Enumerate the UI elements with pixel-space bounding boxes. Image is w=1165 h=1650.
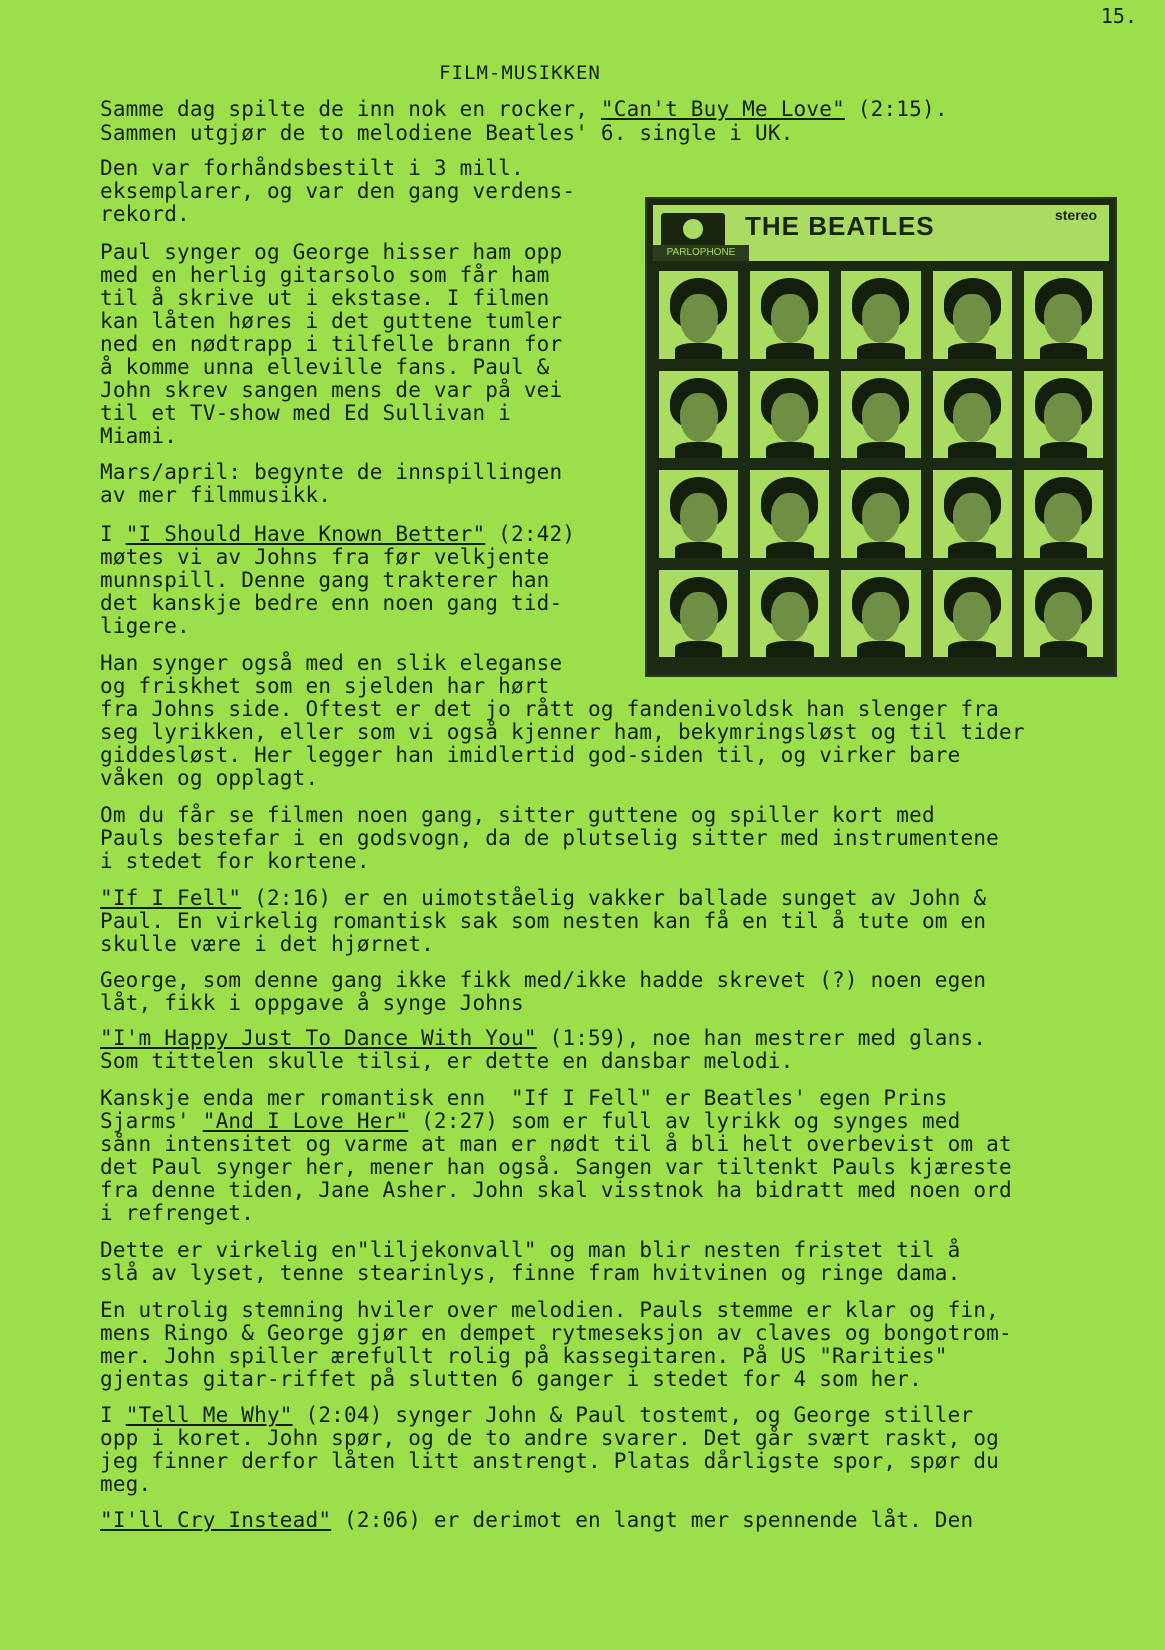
paragraph-14-line-1: I "Tell Me Why" (2:04) synger John & Paul tostemt, og George stiller [100,1403,974,1427]
portrait-photo [750,371,829,459]
album-stereo: stereo [1054,207,1097,223]
album-photo-grid [659,271,1103,657]
portrait-photo [841,570,920,658]
paragraph-14: opp i koret. John spør, og de to andre svarer. Det går svært raskt, og jeg finner derfor låten litt anstrengt. Platas dårligste spor, spør du meg. [100,1426,1000,1496]
song-title: "Can't Buy Me Love" [600,97,845,121]
paragraph-15: "I'll Cry Instead" (2:06) er derimot en langt mer spennende låt. Den [100,1508,974,1532]
portrait-photo [933,271,1012,359]
portrait-photo [750,570,829,658]
portrait-photo [659,271,738,359]
parlophone-logo [661,213,725,247]
paragraph-6: Han synger også med en slik eleganse og friskhet som en sjelden har hørt fra Johns side. Oftest er det jo rått og fandenivoldsk han slenger fra seg lyrikken, eller som vi også kjenner ham, bekymringsløst og til tider giddesløst. Her legger han imidlertid god-siden til, og virker bare våken og opplagt. [100,651,1025,790]
album-header [653,205,1109,261]
song-title: "I Should Have Known Better" [125,522,486,546]
album-title: THE BEATLES [745,211,935,241]
portrait-photo [841,271,920,359]
album-cover-image [645,197,1117,677]
page-title: FILM-MUSIKKEN [439,62,601,84]
paragraph-12: Dette er virkelig en"liljekonvall" og man blir nesten fristet til å slå av lyset, tenne stearinlys, finne fram hvitvinen og ringe dama. [100,1238,961,1285]
paragraph-1-line-2: Sammen utgjør de to melodiene Beatles' 6. single i UK. [100,121,794,145]
paragraph-11: sånn intensitet og varme at man er nødt til å bli helt overbevist om at det Paul synger her, mener han også. Sangen var tiltenkt Pauls kjæreste fra denne tiden, Jane Asher. John skal visstnok ha bidratt med noen ord i refrenget. [100,1132,1012,1225]
paragraph-13: En utrolig stemning hviler over melodien. Pauls stemme er klar og fin, mens Ringo & George gjør en dempet rytmeseksjon av claves og bongotrom- mer. John spiller ærefullt rolig på kassegitaren. På US "Rarities" gjentas gitar-riffet på slutten 6 ganger i stedet for 4 som her. [100,1298,1012,1391]
paragraph-8: Paul. En virkelig romantisk sak som nesten kan få en til å tute om en skulle være i det hjørnet. [100,909,987,956]
paragraph-1-line-1: Samme dag spilte de inn nok en rocker, "Can't Buy Me Love" (2:15). [100,97,948,121]
paragraph-3: Paul synger og George hisser ham opp med en herlig gitarsolo som får ham til å skrive ut i ekstase. I filmen kan låten høres i det guttene tumler ned en nødtrapp i tilfelle brann for å komme unna elleville fans. Paul & John skrev sangen mens de var på vei til et TV-show med Ed Sullivan i Miami. [100,240,563,448]
paragraph-4: Mars/april: begynte de innspillingen av mer filmmusikk. [100,460,563,507]
page-number: 15. [1100,4,1137,28]
paragraph-5-line-1: I "I Should Have Known Better" (2:42) [100,522,576,546]
portrait-photo [841,470,920,558]
paragraph-10: Som tittelen skulle tilsi, er dette en dansbar melodi. [100,1049,794,1073]
paragraph-8-line-1: "If I Fell" (2:16) er en uimotståelig vakker ballade sunget av John & [100,886,987,910]
paragraph-10-line-1: "I'm Happy Just To Dance With You" (1:59), noe han mestrer med glans. [100,1026,987,1050]
song-title: "And I Love Her" [202,1109,409,1133]
portrait-photo [1024,271,1103,359]
paragraph-11-line-2: Sjarms' "And I Love Her" (2:27) som er full av lyrikk og synges med [100,1109,961,1133]
portrait-photo [933,371,1012,459]
song-title: "I'll Cry Instead" [100,1508,332,1532]
paragraph-11-line-1: Kanskje enda mer romantisk enn "If I Fell" er Beatles' egen Prins [100,1086,948,1110]
portrait-photo [1024,371,1103,459]
song-title: "Tell Me Why" [125,1403,293,1427]
portrait-photo [750,470,829,558]
album-label: PARLOPHONE [653,245,749,261]
portrait-photo [659,371,738,459]
portrait-photo [1024,570,1103,658]
song-title: "I'm Happy Just To Dance With You" [100,1026,537,1050]
paragraph-2: Den var forhåndsbestilt i 3 mill. eksemplarer, og var den gang verdens- rekord. [100,156,576,226]
portrait-photo [659,570,738,658]
portrait-photo [1024,470,1103,558]
paragraph-5: møtes vi av Johns fra før velkjente munnspill. Denne gang trakterer han det kanskje bedre enn noen gang tid- ligere. [100,545,563,638]
portrait-photo [750,271,829,359]
portrait-photo [933,470,1012,558]
portrait-photo [933,570,1012,658]
portrait-photo [841,371,920,459]
paragraph-9: George, som denne gang ikke fikk med/ikke hadde skrevet (?) noen egen låt, fikk i oppgave å synge Johns [100,968,987,1015]
paragraph-7: Om du får se filmen noen gang, sitter guttene og spiller kort med Pauls bestefar i en godsvogn, da de plutselig sitter med instrumentene i stedet for kortene. [100,803,1000,873]
portrait-photo [659,470,738,558]
song-title: "If I Fell" [100,886,242,910]
